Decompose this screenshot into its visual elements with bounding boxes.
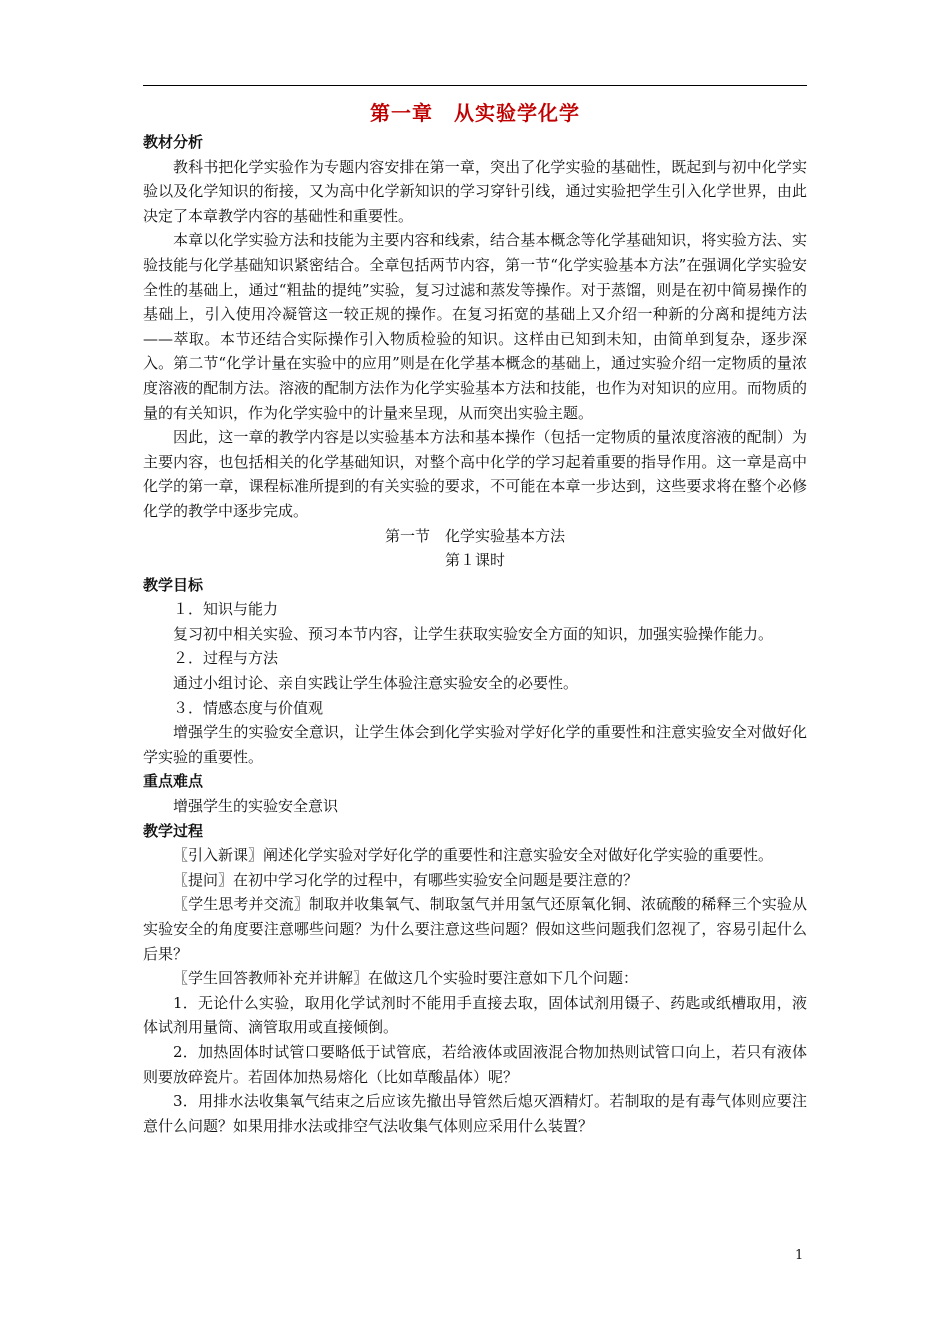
- goals-heading: 教学目标: [143, 575, 204, 594]
- analysis-paragraph-2: 本章以化学实验方法和技能为主要内容和线索，结合基本概念等化学基础知识，将实验方法、实验技能与化学基础知识紧密结合。全章包括两节内容，第一节“化学实验基本方法”在强调化学实验安全性的基础上，通过“粗盐的提纯”实验，复习过滤和蒸发等操作。对于蒸馏，则是在初中简易操作的基础上，引入使用冷凝管这一较正规的操作。在复习拓宽的基础上又介绍一种新的分离和提纯方法——萃取。本节还结合实际操作引入物质检验的知识。这样由已知到未知，由简单到复杂，逐步深入。第二节“化学计量在实验中的应用”则是在化学基本概念的基础上，通过实验介绍一定物质的量浓度溶液的配制方法。溶液的配制方法作为化学实验基本方法和技能，也作为对知识的应用。而物质的量的有关知识，作为化学实验中的计量来呈现，从而突出实验主题。: [143, 231, 807, 422]
- chapter-title: 第一章 从实验学化学: [370, 101, 580, 125]
- header-rule: [143, 85, 807, 86]
- page-number: 1: [795, 1248, 804, 1263]
- process-paragraph-7: 3．用排水法收集氧气结束之后应该先撤出导管然后熄灭酒精灯。若制取的是有毒气体则应要注意什么问题？如果用排水法或排空气法收集气体则应采用什么装置？: [143, 1092, 807, 1135]
- goal-3-text: 增强学生的实验安全意识，让学生体会到化学实验对学好化学的重要性和注意实验安全对做好化学实验的重要性。: [143, 723, 807, 766]
- analysis-paragraph-1: 教科书把化学实验作为专题内容安排在第一章，突出了化学实验的基础性，既起到与初中化学实验以及化学知识的衔接，又为高中化学新知识的学习穿针引线，通过实验把学生引入化学世界，由此决定了本章教学内容的基础性和重要性。: [143, 157, 807, 225]
- document-body: [143, 100, 807, 1138]
- goal-1-text: 复习初中相关实验、预习本节内容，让学生获取实验安全方面的知识，加强实验操作能力。: [173, 624, 774, 643]
- process-paragraph-2: 〖提问〗在初中学习化学的过程中，有哪些实验安全问题是要注意的？: [173, 870, 639, 889]
- key-points-text: 增强学生的实验安全意识: [173, 797, 339, 816]
- analysis-heading: 教材分析: [143, 133, 204, 151]
- goal-2-label: ２．过程与方法: [173, 649, 279, 668]
- analysis-paragraph-3: 因此，这一章的教学内容是以实验基本方法和基本操作（包括一定物质的量浓度溶液的配制）为主要内容，也包括相关的化学基础知识，对整个高中化学的学习起着重要的指导作用。这一章是高中化学的第一章，课程标准所提到的有关实验的要求，不可能在本章一步达到，这些要求将在整个必修化学的教学中逐步完成。: [143, 428, 807, 520]
- process-paragraph-6: 2．加热固体时试管口要略低于试管底，若给液体或固液混合物加热则试管口向上，若只有液体则要放碎瓷片。若固体加热易熔化（比如草酸晶体）呢？: [143, 1042, 807, 1086]
- lesson-title: 第１课时: [444, 551, 505, 570]
- process-paragraph-1: 〖引入新课〗阐述化学实验对学好化学的重要性和注意实验安全对做好化学实验的重要性。: [173, 846, 774, 865]
- process-heading: 教学过程: [143, 821, 204, 840]
- process-paragraph-5: 1．无论什么实验，取用化学试剂时不能用手直接去取，固体试剂用镊子、药匙或纸槽取用，液体试剂用量筒、滴管取用或直接倾倒。: [143, 993, 807, 1037]
- goal-1-label: １．知识与能力: [173, 600, 279, 619]
- goal-3-label: ３．情感态度与价值观: [173, 698, 324, 717]
- goal-2-text: 通过小组讨论、亲自实践让学生体验注意实验安全的必要性。: [173, 674, 579, 693]
- key-points-heading: 重点难点: [143, 772, 204, 791]
- section-title: 第一节 化学实验基本方法: [384, 526, 565, 545]
- process-paragraph-4: 〖学生回答教师补充并讲解〗在做这几个实验时要注意如下几个问题：: [173, 969, 639, 988]
- process-paragraph-3: 〖学生思考并交流〗制取并收集氧气、制取氢气并用氢气还原氧化铜、浓硫酸的稀释三个实验从实验安全的角度要注意哪些问题？为什么要注意这些问题？假如这些问题我们忽视了，容易引起什么后果？: [143, 895, 807, 963]
